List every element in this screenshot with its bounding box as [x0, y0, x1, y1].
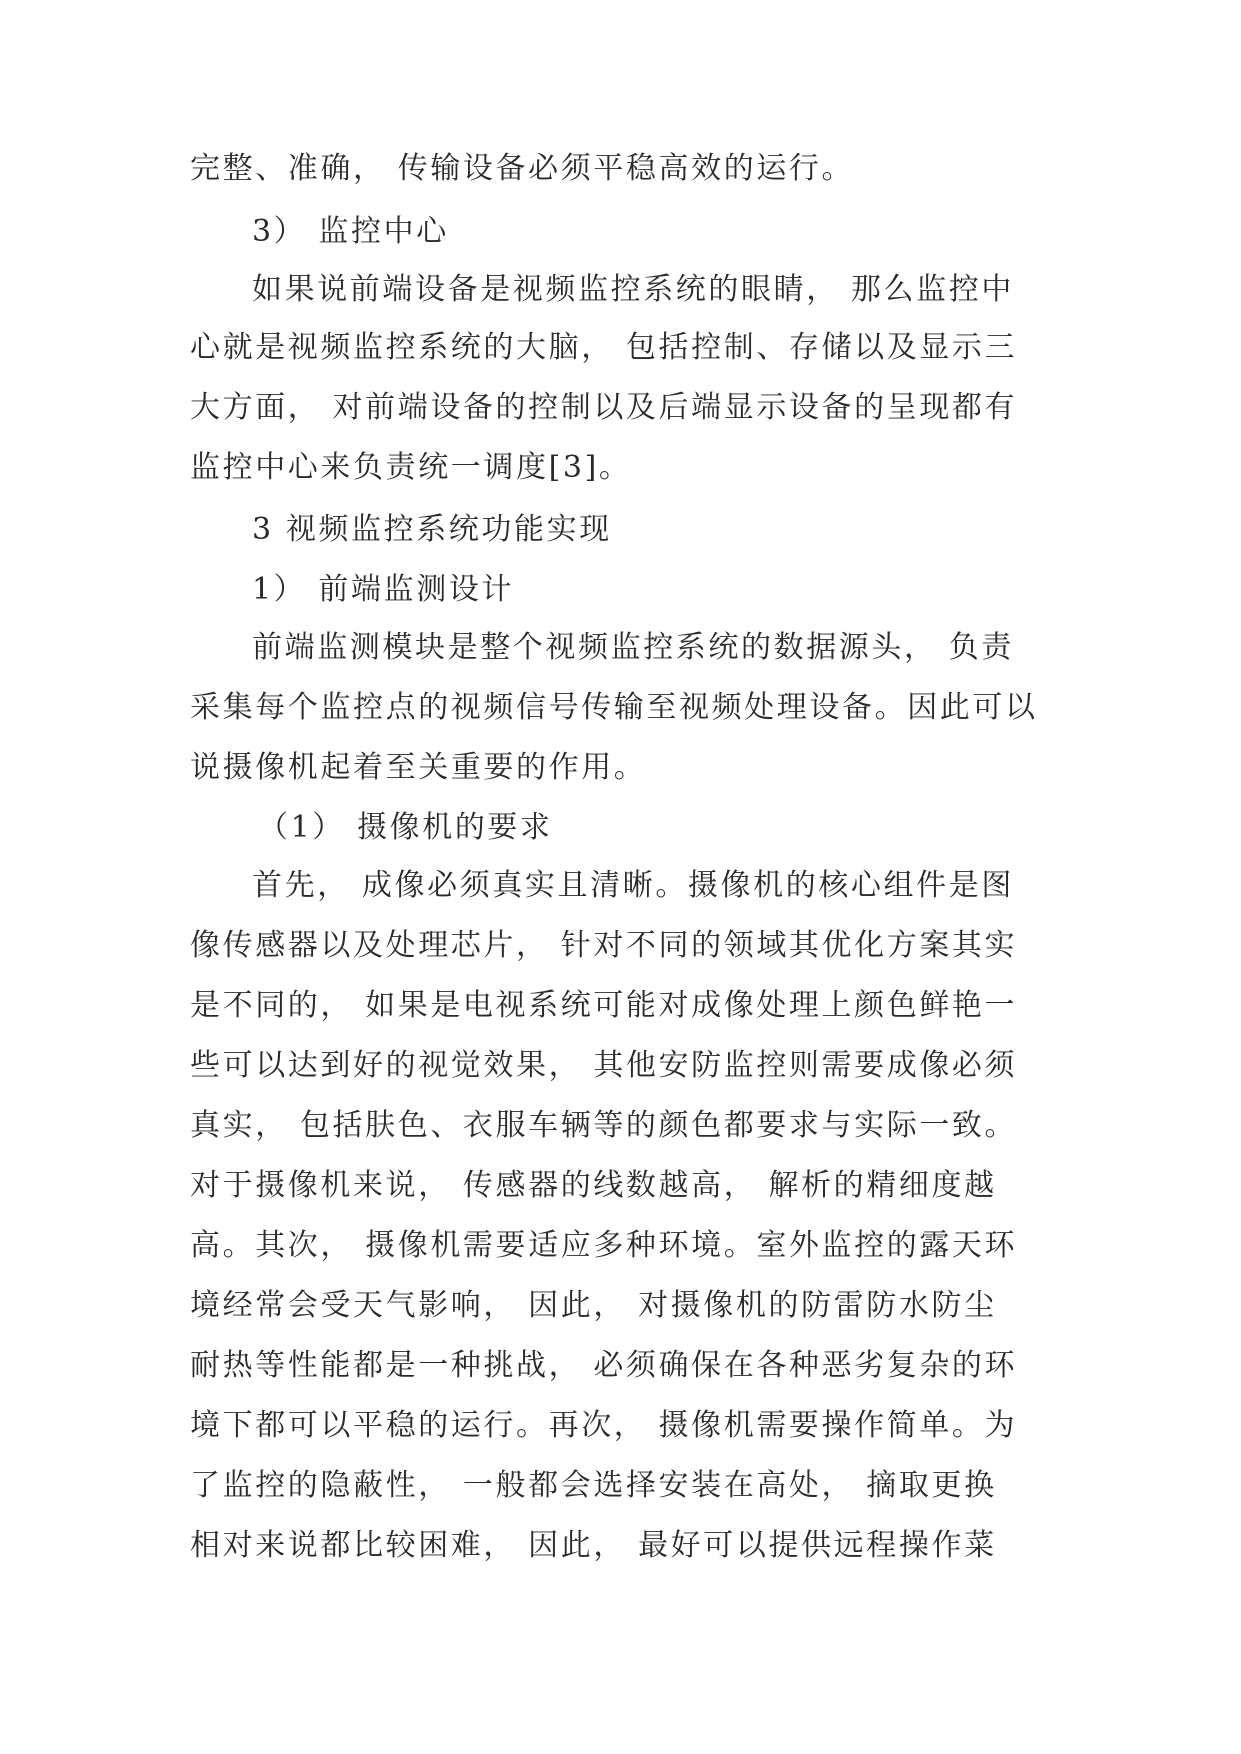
- body-text-line: 境下都可以平稳的运行。再次， 摄像机需要操作简单。为: [190, 1408, 1018, 1443]
- subsection-heading-frontend-design: 1） 前端监测设计: [252, 572, 515, 607]
- body-text-line: 首先， 成像必须真实且清晰。摄像机的核心组件是图: [252, 868, 1014, 903]
- body-text-line: 些可以达到好的视觉效果， 其他安防监控则需要成像必须: [190, 1048, 1018, 1083]
- section-heading-function-implementation: 3 视频监控系统功能实现: [252, 512, 612, 547]
- body-text-line: 高。其次， 摄像机需要适应多种环境。室外监控的露天环: [190, 1228, 1018, 1263]
- body-text-line: 对于摄像机来说， 传感器的线数越高， 解析的精细度越: [190, 1168, 997, 1203]
- subsection-heading-camera-requirements: （1） 摄像机的要求: [258, 810, 553, 845]
- body-text-line: 前端监测模块是整个视频监控系统的数据源头， 负责: [252, 630, 1014, 665]
- body-text-line: 真实， 包括肤色、衣服车辆等的颜色都要求与实际一致。: [190, 1108, 1018, 1143]
- body-text-line: 说摄像机起着至关重要的作用。: [190, 750, 647, 785]
- body-text-line: 采集每个监控点的视频信号传输至视频处理设备。因此可以: [190, 690, 1038, 725]
- body-text-line: 相对来说都比较困难， 因此， 最好可以提供远程操作菜: [190, 1528, 997, 1563]
- body-text-line: 是不同的， 如果是电视系统可能对成像处理上颜色鲜艳一: [190, 988, 1018, 1023]
- body-text-line: 境经常会受天气影响， 因此， 对摄像机的防雷防水防尘: [190, 1288, 997, 1323]
- subsection-heading-monitoring-center: 3） 监控中心: [252, 214, 449, 249]
- body-text-line: 监控中心来负责统一调度[3]。: [190, 450, 632, 485]
- body-text-line: 了监控的隐蔽性， 一般都会选择安装在高处， 摘取更换: [190, 1468, 997, 1503]
- body-text-line: 大方面， 对前端设备的控制以及后端显示设备的呈现都有: [190, 390, 1018, 425]
- body-text-line: 耐热等性能都是一种挑战， 必须确保在各种恶劣复杂的环: [190, 1348, 1018, 1383]
- body-text-line: 心就是视频监控系统的大脑， 包括控制、存储以及显示三: [190, 330, 1018, 365]
- body-text-line: 如果说前端设备是视频监控系统的眼睛， 那么监控中: [252, 272, 1014, 307]
- body-text-line: 像传感器以及处理芯片， 针对不同的领域其优化方案其实: [190, 928, 1018, 963]
- body-text-line: 完整、准确， 传输设备必须平稳高效的运行。: [190, 151, 855, 186]
